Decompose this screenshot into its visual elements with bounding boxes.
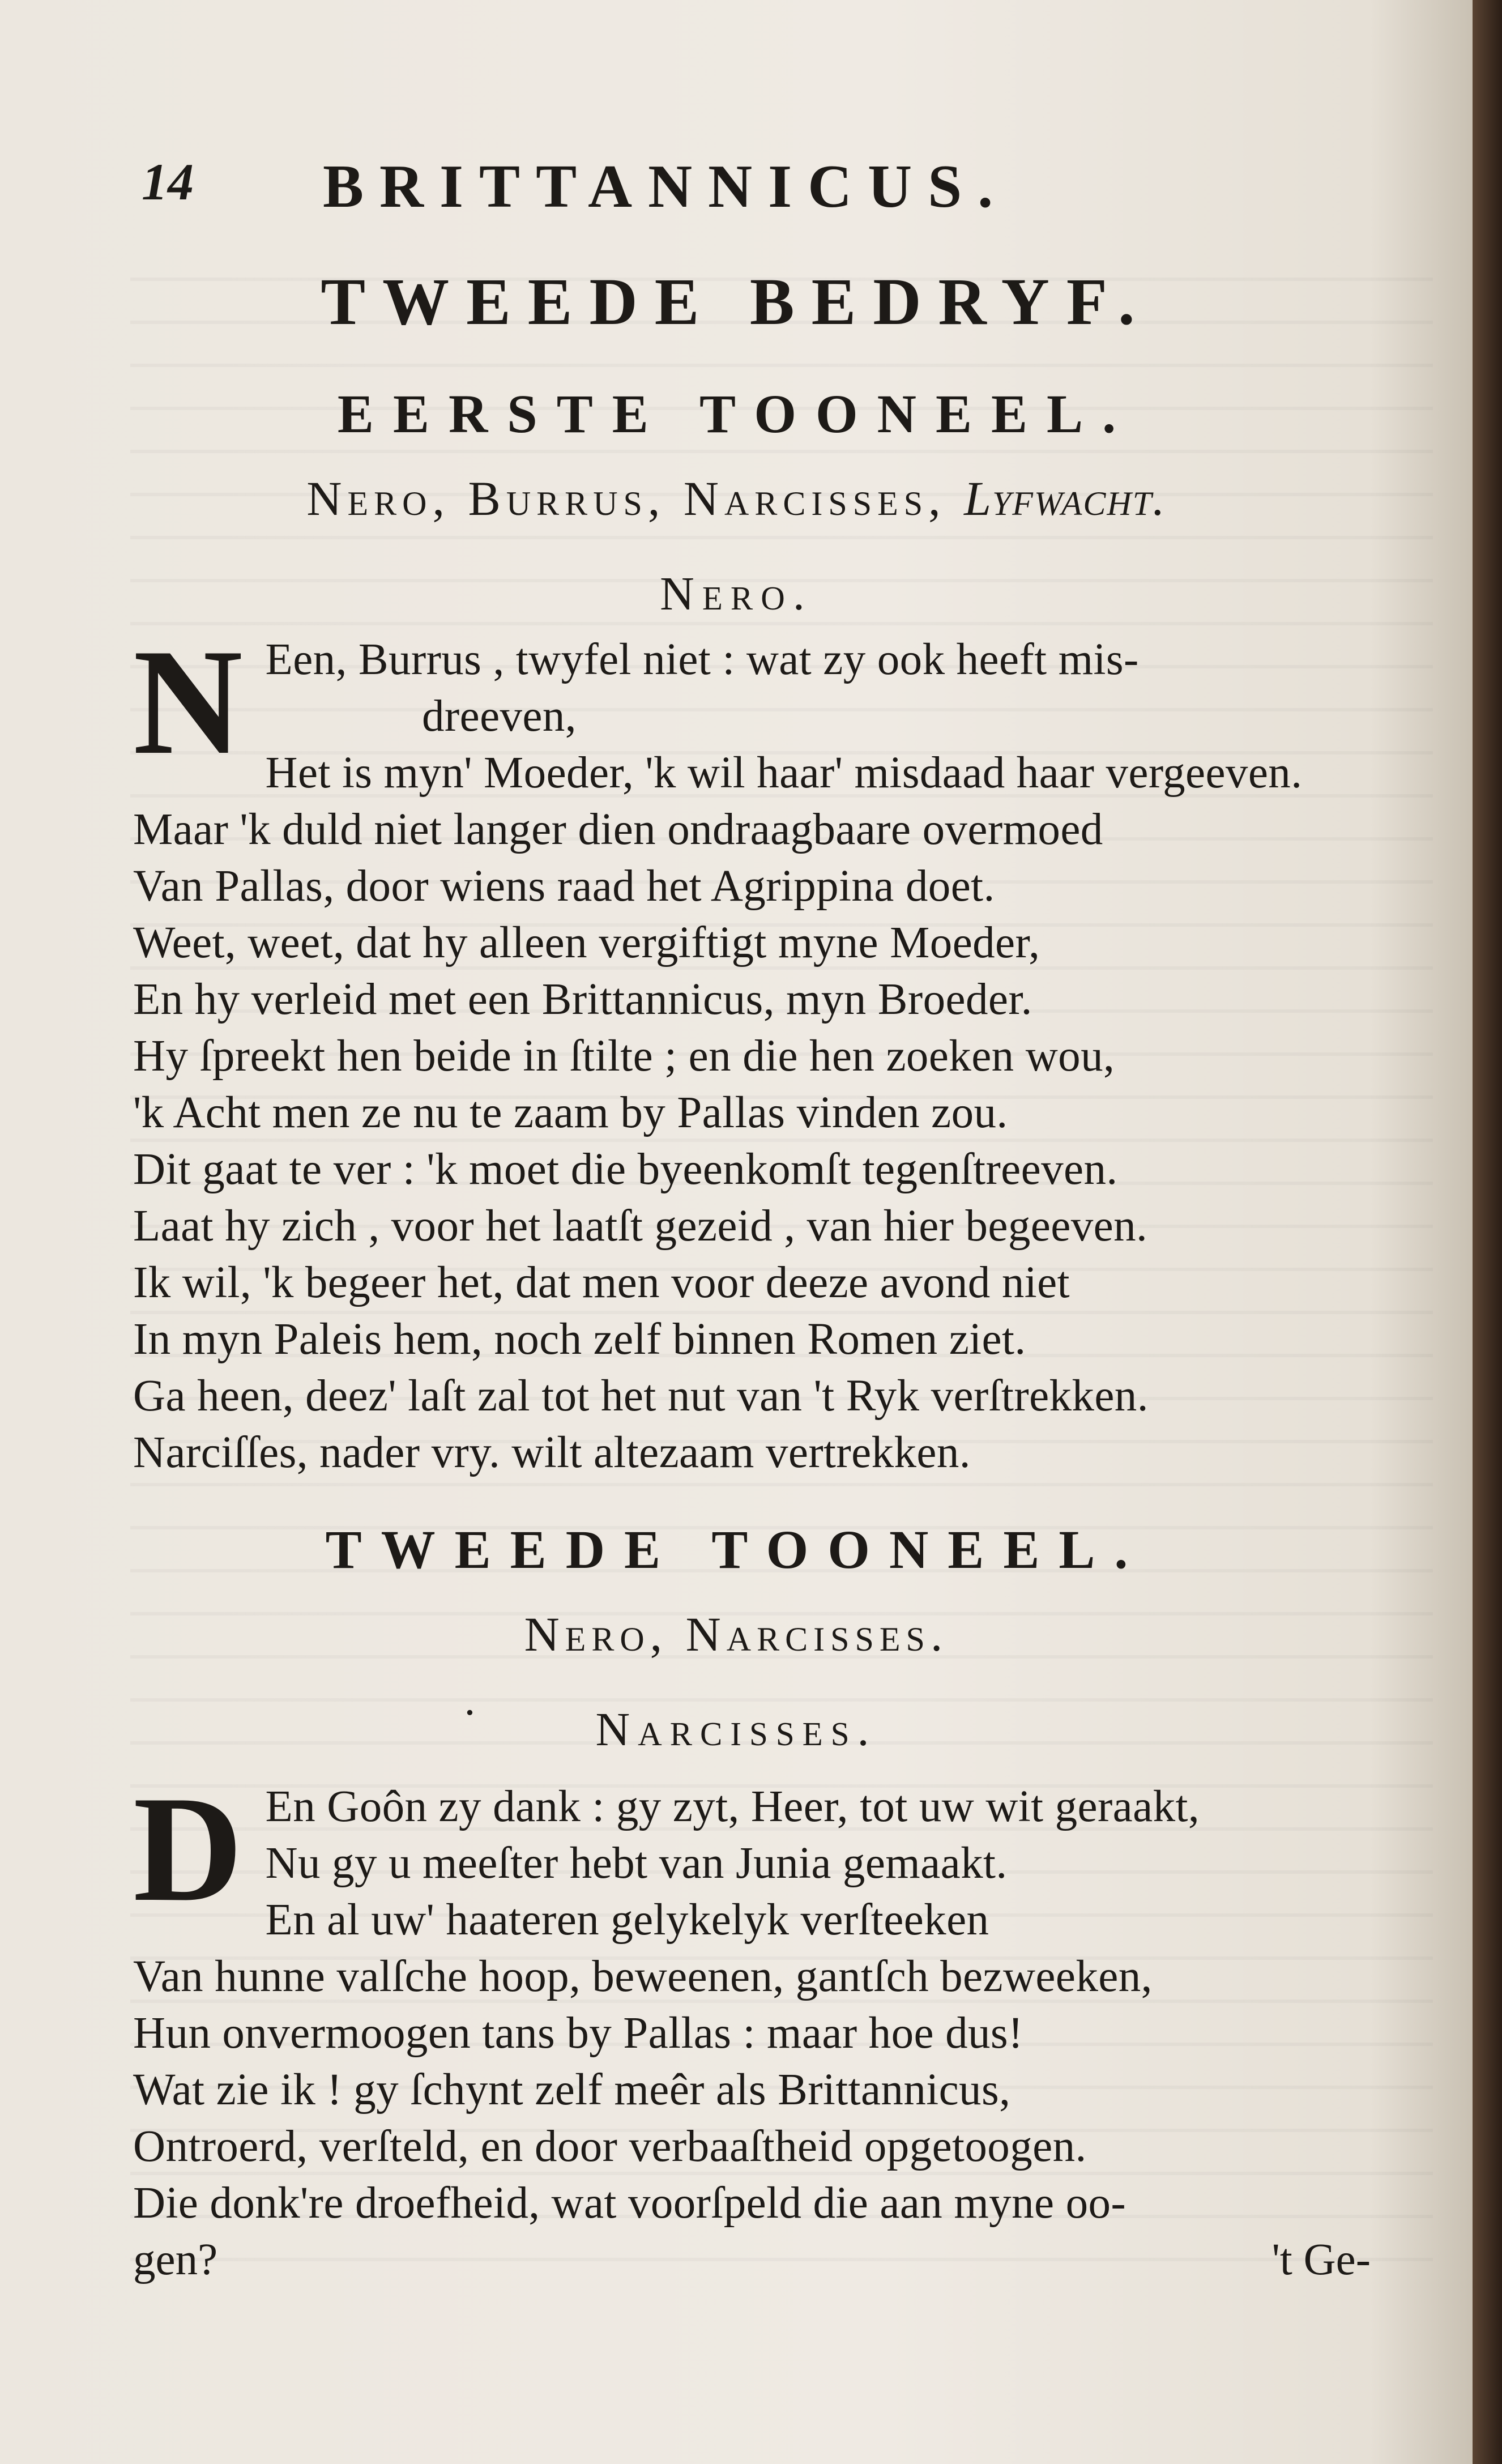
verse-line: Van hunne valſche hoop, beweenen, gantſch bezweeken, xyxy=(133,1952,1153,2001)
speaker-name: Nero. xyxy=(660,568,813,620)
verse-line: dreeven, xyxy=(422,692,577,741)
verse-line: Dit gaat te ver : 'k moet die byeenkomſt tegenſtreeven. xyxy=(133,1145,1118,1194)
page-number: 14 xyxy=(142,153,194,211)
verse-line: Laat hy zich , voor het laatſt gezeid , van hier begeeven. xyxy=(133,1201,1148,1251)
verse-line: Die donk're droefheid, wat voorſpeld die aan myne oo- xyxy=(133,2179,1126,2228)
scene-heading: TWEEDE TOONEEL. xyxy=(325,1519,1147,1580)
verse-line: Wat zie ik ! gy ſchynt zelf meêr als Brittannicus, xyxy=(133,2065,1011,2115)
cast-note: Lyfwacht. xyxy=(964,471,1166,526)
cast-names: Nero, Burrus, Narcisses, xyxy=(306,471,946,526)
act-heading: TWEEDE BEDRYF. xyxy=(321,265,1152,339)
cast-list: Nero, Narcisses. xyxy=(524,1607,949,1661)
verse-line: En hy verleid met een Brittannicus, myn Broeder. xyxy=(133,975,1032,1024)
verse-line: Van Pallas, door wiens raad het Agrippina doet. xyxy=(133,862,995,911)
verse-line: Hun onvermoogen tans by Pallas : maar hoe dus! xyxy=(133,2009,1023,2058)
speech-block xyxy=(133,617,1388,1481)
drop-cap: N xyxy=(133,617,243,786)
verse-line: Nu gy u meeſter hebt van Junia gemaakt. xyxy=(265,1839,1008,1888)
printer-ornament: • xyxy=(464,1702,475,1724)
verse-line: Ontroerd, verſteld, en door verbaaſtheid opgetoogen. xyxy=(133,2122,1087,2171)
catchword: 't Ge- xyxy=(1271,2235,1371,2284)
book-spine-edge xyxy=(1473,0,1502,2464)
scene-heading: EERSTE TOONEEL. xyxy=(337,383,1136,444)
verse-line: En al uw' haateren gelykelyk verſteeken xyxy=(265,1895,989,1945)
verse-line: Ik wil, 'k begeer het, dat men voor deeze avond niet xyxy=(133,1258,1070,1307)
verse-line: En Goôn zy dank : gy zyt, Heer, tot uw wit geraakt, xyxy=(265,1782,1200,1831)
verse-line: Maar 'k duld niet langer dien ondraagbaare overmoed xyxy=(133,805,1103,854)
verse-line: In myn Paleis hem, noch zelf binnen Romen ziet. xyxy=(133,1315,1026,1364)
speaker-name: Narcisses. xyxy=(595,1703,877,1756)
verse-line: 'k Acht men ze nu te zaam by Pallas vinden zou. xyxy=(133,1088,1008,1137)
cast-list xyxy=(0,470,1473,527)
verse-line: Een, Burrus , twyfel niet : wat zy ook heeft mis- xyxy=(265,635,1139,684)
verse-line: gen? xyxy=(133,2235,218,2284)
speech-block xyxy=(133,1764,1388,2288)
final-line-row xyxy=(133,2232,1388,2288)
verse-line: Weet, weet, dat hy alleen vergiftigt myne Moeder, xyxy=(133,918,1040,967)
drop-cap: D xyxy=(133,1764,243,1933)
verse-line: Narciſſes, nader vry. wilt altezaam vertrekken. xyxy=(133,1428,971,1477)
verse-line: Hy ſpreekt hen beide in ſtilte ; en die hen zoeken wou, xyxy=(133,1031,1115,1081)
verse-line: Het is myn' Moeder, 'k wil haar' misdaad haar vergeeven. xyxy=(265,748,1303,798)
verse-line: Ga heen, deez' laſt zal tot het nut van 't Ryk verſtrekken. xyxy=(133,1371,1149,1421)
running-title: BRITTANNICUS. xyxy=(323,153,1009,220)
